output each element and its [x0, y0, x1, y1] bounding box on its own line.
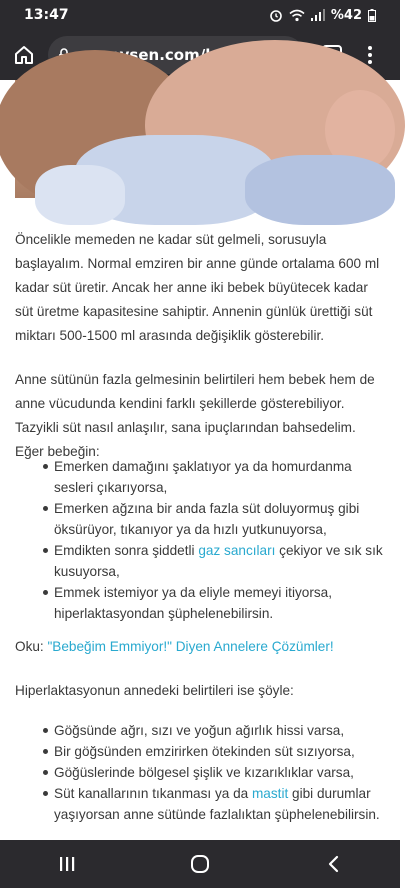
bullet-icon — [43, 728, 48, 733]
article-hero-image — [15, 80, 385, 198]
back-button[interactable] — [303, 844, 363, 884]
back-chevron-icon — [326, 855, 340, 873]
alarm-icon — [269, 8, 283, 22]
list-item: Emerken ağzına bir anda fazla süt doluyormuş gibi öksürüyor, tıkanıyor ya da hızlı yutkunuyorsa, — [15, 498, 387, 540]
bullet-icon — [43, 770, 48, 775]
bullet-icon — [43, 548, 48, 553]
home-nav-button[interactable] — [170, 844, 230, 884]
gas-colic-link[interactable]: gaz sancıları — [198, 543, 276, 558]
bullet-icon — [43, 590, 48, 595]
list-item: Süt kanallarının tıkanması ya da mastit gibi durumlar yaşıyorsan anne sütünde fazlalıktan şüphelenebilirsin. — [15, 783, 387, 825]
paragraph-mother-symptoms-intro: Hiperlaktasyonun annedeki belirtileri ise şöyle: — [15, 683, 294, 698]
paragraph-milk-amount: Öncelikle memeden ne kadar süt gelmeli, sorusuyla başlayalım. Normal emziren bir anne günde ortalama 600 ml kadar süt üretir. Ancak her anne iki bebek büyütecek kadar süt üretme kapasitesine sahiptir. Annenin günlük ürettiği süt miktarı 500-1500 ml arasında değişiklik gösterebilir. — [15, 232, 380, 343]
dot-icon — [368, 60, 372, 64]
bullet-icon — [43, 749, 48, 754]
mother-symptoms-list — [15, 720, 387, 825]
home-icon — [13, 44, 35, 66]
signal-icon — [311, 9, 325, 21]
bullet-icon — [43, 791, 48, 796]
list-item: Emerken damağını şaklatıyor ya da homurdanma sesleri çıkarıyorsa, — [15, 456, 387, 498]
read-also-label: Oku: — [15, 639, 48, 654]
read-also-line — [15, 635, 387, 659]
status-time: 13:47 — [24, 7, 69, 23]
battery-icon — [368, 9, 376, 22]
dot-icon — [368, 53, 372, 57]
recent-apps-icon — [58, 855, 76, 873]
mastitis-link[interactable]: mastit — [251, 786, 289, 801]
home-button[interactable] — [10, 41, 38, 69]
list-item: Göğüslerinde bölgesel şişlik ve kızarıklıklar varsa, — [15, 762, 387, 783]
status-bar — [0, 0, 400, 30]
bullet-icon — [43, 464, 48, 469]
home-circle-icon — [190, 854, 210, 874]
paragraph-symptoms-intro: Anne sütünün fazla gelmesinin belirtileri hem bebek hem de anne vücudunda kendini farklı şekillerde gösterebiliyor. Tazyikli süt nasıl anlaşılır, sana ipuçlarından bahsedelim. Eğer bebeğin: — [15, 372, 375, 459]
list-item: Bir göğsünden emzirirken ötekinden süt sızıyorsa, — [15, 741, 387, 762]
list-item: Göğsünde ağrı, sızı ve yoğun ağırlık hissi varsa, — [15, 720, 387, 741]
list-item: Emmek istemiyor ya da eliyle memeyi itiyorsa, hiperlaktasyondan şüphelenebilirsin. — [15, 582, 387, 624]
read-also-link[interactable]: "Bebeğim Emmiyor!" Diyen Annelere Çözümler! — [47, 639, 334, 654]
list-item: Emdikten sonra şiddetli gaz sancıları çekiyor ve sık sık kusuyorsa, — [15, 540, 387, 582]
battery-percent: %42 — [330, 7, 362, 23]
recent-apps-button[interactable] — [37, 844, 97, 884]
browser-menu-button[interactable] — [362, 46, 378, 64]
dot-icon — [368, 46, 372, 50]
system-navigation-bar — [0, 840, 400, 888]
baby-symptoms-list — [15, 456, 387, 624]
bullet-icon — [43, 506, 48, 511]
status-icons — [269, 8, 376, 23]
wifi-icon — [289, 9, 305, 22]
